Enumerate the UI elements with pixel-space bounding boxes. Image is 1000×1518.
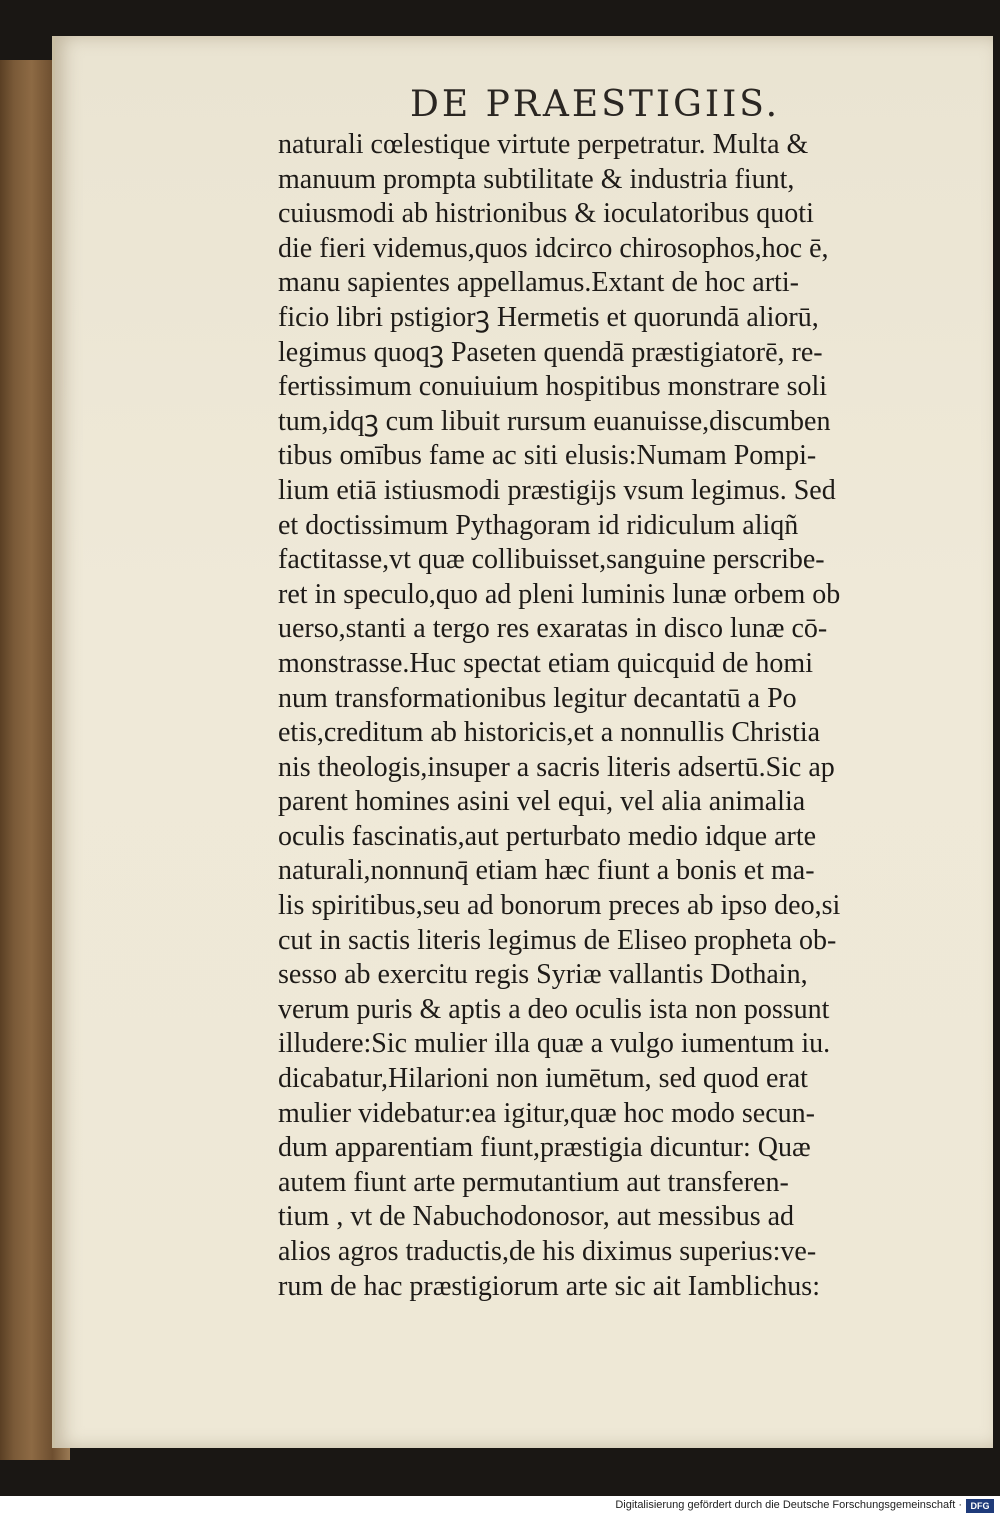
text-line: naturali,nonnunq̄ etiam hæc fiunt a bonis et ma- [278, 855, 815, 887]
text-line: fertissimum conuiuium hospitibus monstrare soli [278, 371, 828, 403]
dfg-logo-icon: DFG [966, 1499, 994, 1513]
text-line: dum apparentiam fiunt,præstigia dicuntur: Quæ [278, 1132, 811, 1164]
text-line: num transformationibus legitur decantatū a Po [278, 682, 797, 714]
text-line: legimus quoqꝫ Paseten quendā præstigiatorē, re- [278, 336, 823, 368]
text-block [278, 128, 938, 1304]
text-line: verum puris & aptis a deo oculis ista non possunt [278, 993, 830, 1025]
text-line: dicabatur,Hilarioni non iumētum, sed quod erat [278, 1063, 808, 1095]
text-line: rum de hac præstigiorum arte sic ait Iamblichus: [278, 1270, 820, 1302]
text-line: lis spiritibus,seu ad bonorum preces ab ipso deo,si [278, 890, 841, 922]
text-line: lium etiā istiusmodi præstigijs vsum legimus. Sed [278, 474, 836, 506]
text-line: parent homines asini vel equi, vel alia animalia [278, 786, 806, 818]
text-line: illudere:Sic mulier illa quæ a vulgo iumentum iu. [278, 1028, 831, 1060]
text-line: ret in speculo,quo ad pleni luminis lunæ orbem ob [278, 578, 841, 610]
text-line: nis theologis,insuper a sacris literis adsertū.Sic ap [278, 751, 835, 783]
text-line: tum,idqꝫ cum libuit rursum euanuisse,discumben [278, 405, 831, 437]
text-line: autem fiunt arte permutantium aut transferen- [278, 1166, 789, 1198]
text-line: die fieri videmus,quos idcirco chirosophos,hoc ē, [278, 232, 829, 264]
text-line: manu sapientes appellamus.Extant de hoc arti- [278, 267, 799, 299]
text-line: ficio libri pstigiorꝫ Hermetis et quorundā aliorū, [278, 301, 819, 333]
text-line: oculis fascinatis,aut perturbato medio idque arte [278, 820, 817, 852]
text-line: cuiusmodi ab histrionibus & ioculatoribus quoti [278, 198, 814, 230]
text-line: monstrasse.Huc spectat etiam quicquid de homi [278, 647, 813, 679]
text-line: cut in sactis literis legimus de Eliseo propheta ob- [278, 924, 837, 956]
text-line: manuum prompta subtilitate & industria fiunt, [278, 163, 795, 195]
text-line: sesso ab exercitu regis Syriæ vallantis Dothain, [278, 959, 808, 991]
text-line: uerso,stanti a tergo res exaratas in disco lunæ cō- [278, 613, 828, 645]
text-line: tium , vt de Nabuchodonosor, aut messibus ad [278, 1201, 795, 1233]
text-line: etis,creditum ab historicis,et a nonnullis Christia [278, 717, 821, 749]
footer-credit: Digitalisierung gefördert durch die Deutsche Forschungsgemeinschaft · [615, 1499, 962, 1511]
footer [0, 1496, 1000, 1518]
running-head: DE PRAESTIGIIS. [410, 84, 781, 125]
text-line: mulier videbatur:ea igitur,quæ hoc modo secun- [278, 1097, 815, 1129]
text-line: tibus omībus fame ac siti elusis:Numam Pompi- [278, 440, 817, 472]
text-line: naturali cœlestique virtute perpetratur. Multa & [278, 129, 809, 160]
text-line: et doctissimum Pythagoram id ridiculum aliqñ [278, 509, 799, 541]
text-line: factitasse,vt quæ collibuisset,sanguine perscribe- [278, 544, 825, 576]
text-line: alios agros traductis,de his diximus superius:ve- [278, 1236, 817, 1267]
